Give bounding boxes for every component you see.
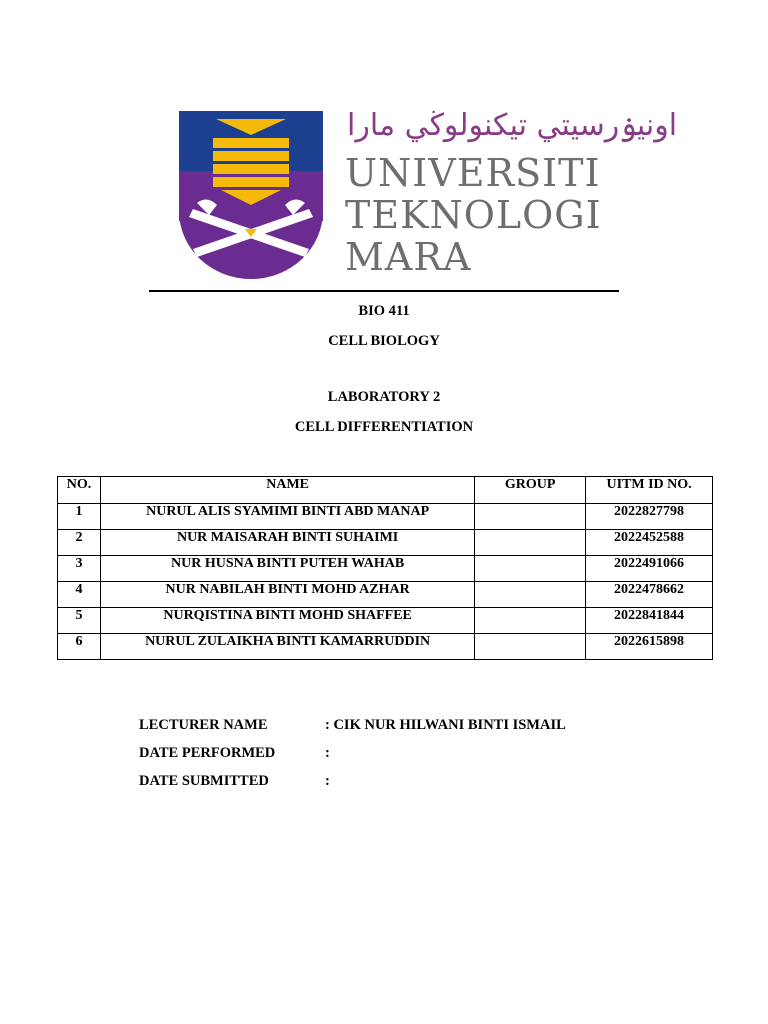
table-row <box>58 608 713 634</box>
date-submitted-label: DATE SUBMITTED <box>139 773 269 789</box>
row-group <box>475 504 586 530</box>
date-performed-label: DATE PERFORMED <box>139 745 276 761</box>
row-name: NURUL ALIS SYAMIMI BINTI ABD MANAP <box>100 504 474 530</box>
row-group <box>475 608 586 634</box>
row-no: 4 <box>58 582 101 608</box>
row-group <box>475 582 586 608</box>
date-submitted-value: : <box>325 773 330 789</box>
members-table <box>57 476 713 660</box>
date-performed-value: : <box>325 745 330 761</box>
row-name: NUR NABILAH BINTI MOHD AZHAR <box>100 582 474 608</box>
row-id: 2022841844 <box>586 608 713 634</box>
lecturer-label: LECTURER NAME <box>139 717 268 733</box>
lecturer-value: : CIK NUR HILWANI BINTI ISMAIL <box>325 717 566 733</box>
row-no: 6 <box>58 634 101 660</box>
row-name: NUR MAISARAH BINTI SUHAIMI <box>100 530 474 556</box>
lecturer-line <box>139 717 566 734</box>
row-id: 2022478662 <box>586 582 713 608</box>
row-id: 2022615898 <box>586 634 713 660</box>
logo-text-teknologi: TEKNOLOGI <box>345 193 602 237</box>
row-id: 2022491066 <box>586 556 713 582</box>
column-header-name: NAME <box>100 477 474 504</box>
logo-arabic-text: اونيۏرسيتي تيكنولوڬي مارا <box>347 108 678 143</box>
table-row <box>58 530 713 556</box>
column-header-id: UITM ID NO. <box>586 477 713 504</box>
row-no: 5 <box>58 608 101 634</box>
logo-text-mara: MARA <box>345 235 472 279</box>
column-header-no: NO. <box>58 477 101 504</box>
course-name: CELL BIOLOGY <box>328 333 440 349</box>
course-code: BIO 411 <box>358 303 410 319</box>
table-row <box>58 582 713 608</box>
row-no: 3 <box>58 556 101 582</box>
row-name: NUR HUSNA BINTI PUTEH WAHAB <box>100 556 474 582</box>
university-logo <box>179 108 678 279</box>
row-no: 2 <box>58 530 101 556</box>
row-name: NURUL ZULAIKHA BINTI KAMARRUDDIN <box>100 634 474 660</box>
row-id: 2022452588 <box>586 530 713 556</box>
table-row <box>58 556 713 582</box>
row-name: NURQISTINA BINTI MOHD SHAFFEE <box>100 608 474 634</box>
date-performed-line <box>139 745 330 762</box>
table-row <box>58 504 713 530</box>
date-submitted-line <box>139 773 330 790</box>
logo-text-universiti: UNIVERSITI <box>345 151 601 195</box>
table-header-row <box>58 477 713 504</box>
table-row <box>58 634 713 660</box>
row-no: 1 <box>58 504 101 530</box>
divider-line <box>149 290 619 292</box>
uitm-crest-icon <box>179 111 323 279</box>
column-header-group: GROUP <box>475 477 586 504</box>
row-group <box>475 556 586 582</box>
row-group <box>475 530 586 556</box>
lab-title: CELL DIFFERENTIATION <box>294 419 474 435</box>
row-group <box>475 634 586 660</box>
row-id: 2022827798 <box>586 504 713 530</box>
lab-number: LABORATORY 2 <box>327 389 441 405</box>
